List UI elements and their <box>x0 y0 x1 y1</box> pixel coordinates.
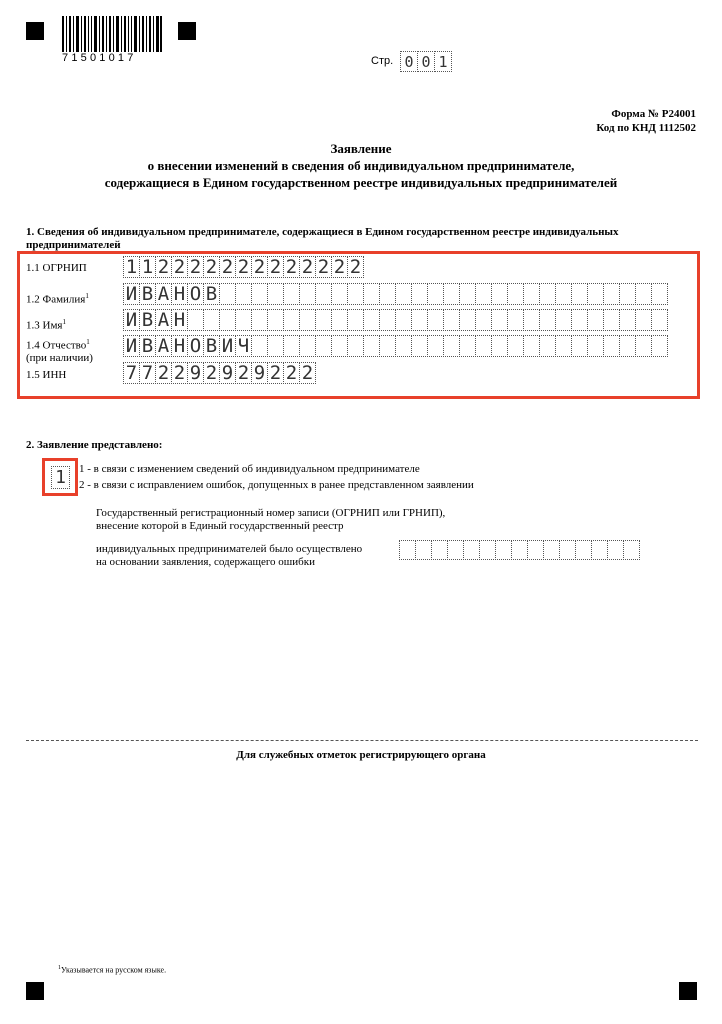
char-cell[interactable]: 2 <box>203 362 220 384</box>
ogrnip-label: 1.1 ОГРНИП <box>26 262 87 274</box>
char-cell[interactable] <box>651 283 668 305</box>
char-cell[interactable] <box>527 540 544 560</box>
char-cell[interactable]: 1 <box>123 256 140 278</box>
corner-marker-bottom-right <box>679 982 697 1000</box>
section-2-heading: 2. Заявление представлено: <box>26 439 163 451</box>
char-cell[interactable] <box>651 335 668 357</box>
char-cell[interactable] <box>443 283 460 305</box>
barcode-image <box>62 16 162 52</box>
char-cell[interactable] <box>635 309 652 331</box>
page-digit-cell: 0 <box>417 51 435 72</box>
char-cell[interactable]: 2 <box>283 362 300 384</box>
char-cell[interactable] <box>411 335 428 357</box>
char-cell[interactable] <box>507 309 524 331</box>
char-cell[interactable] <box>395 283 412 305</box>
knd-code: Код по КНД 1112502 <box>596 122 696 134</box>
title-line-3: содержащиеся в Едином государственном реестре индивидуальных предпринимателей <box>104 175 618 190</box>
char-cell[interactable] <box>395 335 412 357</box>
page-digit-cell: 1 <box>434 51 452 72</box>
char-cell[interactable] <box>363 283 380 305</box>
footnote: $^1$Указывается на русском языке. <box>58 965 167 975</box>
char-cell[interactable] <box>347 335 364 357</box>
char-cell[interactable] <box>411 283 428 305</box>
char-cell[interactable] <box>331 283 348 305</box>
section-1-heading: 1. Сведения об индивидуальном предпринимателе, содержащиеся в Едином государственном реестре индивидуальных предпринимателей <box>26 226 619 251</box>
char-cell[interactable]: Н <box>171 309 188 331</box>
char-cell[interactable] <box>219 309 236 331</box>
char-cell[interactable] <box>635 283 652 305</box>
char-cell[interactable] <box>379 335 396 357</box>
char-cell[interactable] <box>411 309 428 331</box>
name-label: 1.3 Имя$^1$ <box>26 318 66 332</box>
title-line-2: о внесении изменений в сведения об индивидуальном предпринимателе, <box>147 158 575 173</box>
char-cell[interactable] <box>299 335 316 357</box>
char-cell[interactable] <box>447 540 464 560</box>
char-cell[interactable] <box>283 283 300 305</box>
char-cell[interactable] <box>491 283 508 305</box>
char-cell[interactable] <box>315 335 332 357</box>
char-cell[interactable]: 2 <box>171 256 188 278</box>
char-cell[interactable] <box>475 335 492 357</box>
char-cell[interactable] <box>511 540 528 560</box>
char-cell[interactable]: 2 <box>267 256 284 278</box>
char-cell[interactable] <box>463 540 480 560</box>
char-cell[interactable] <box>603 283 620 305</box>
char-cell[interactable] <box>427 335 444 357</box>
form-number: Форма № Р24001 <box>611 108 696 120</box>
inn-label: 1.5 ИНН <box>26 369 67 381</box>
service-marks-label: Для служебных отметок регистрирующего органа <box>236 749 486 761</box>
char-cell[interactable] <box>443 335 460 357</box>
char-cell[interactable] <box>475 309 492 331</box>
char-cell[interactable] <box>507 335 524 357</box>
char-cell[interactable] <box>379 283 396 305</box>
char-cell[interactable] <box>267 309 284 331</box>
char-cell[interactable] <box>495 540 512 560</box>
char-cell[interactable] <box>571 335 588 357</box>
char-cell[interactable] <box>603 309 620 331</box>
char-cell[interactable] <box>459 335 476 357</box>
char-cell[interactable] <box>635 335 652 357</box>
char-cell[interactable] <box>607 540 624 560</box>
char-cell[interactable] <box>475 283 492 305</box>
char-cell[interactable] <box>267 335 284 357</box>
char-cell[interactable] <box>523 335 540 357</box>
char-cell[interactable] <box>491 335 508 357</box>
char-cell[interactable]: И <box>123 283 140 305</box>
option-1-text: 1 - в связи с изменением сведений об индивидуальном предпринимателе <box>79 463 420 475</box>
option-2-text: 2 - в связи с исправлением ошибок, допущенных в ранее представленном заявлении <box>79 479 474 491</box>
char-cell[interactable]: 2 <box>171 362 188 384</box>
char-cell[interactable] <box>283 335 300 357</box>
char-cell[interactable] <box>479 540 496 560</box>
char-cell[interactable] <box>619 283 636 305</box>
char-cell[interactable] <box>415 540 432 560</box>
form-code <box>596 107 696 135</box>
char-cell[interactable] <box>299 309 316 331</box>
char-cell[interactable]: И <box>123 309 140 331</box>
char-cell[interactable]: А <box>155 283 172 305</box>
char-cell[interactable] <box>347 309 364 331</box>
char-cell[interactable] <box>523 309 540 331</box>
char-cell[interactable] <box>523 283 540 305</box>
char-cell[interactable] <box>379 309 396 331</box>
char-cell[interactable]: О <box>187 283 204 305</box>
submission-reason-field[interactable] <box>51 466 69 489</box>
char-cell[interactable] <box>443 309 460 331</box>
char-cell[interactable] <box>591 540 608 560</box>
submission-reason-cell[interactable]: 1 <box>51 466 70 489</box>
char-cell[interactable] <box>543 540 560 560</box>
page-label: Стр. <box>371 55 394 67</box>
char-cell[interactable] <box>251 283 268 305</box>
char-cell[interactable] <box>331 309 348 331</box>
char-cell[interactable]: И <box>219 335 236 357</box>
surname-field[interactable] <box>123 283 667 305</box>
char-cell[interactable]: 1 <box>139 256 156 278</box>
char-cell[interactable] <box>651 309 668 331</box>
char-cell[interactable] <box>587 309 604 331</box>
char-cell[interactable] <box>235 309 252 331</box>
char-cell[interactable]: В <box>203 335 220 357</box>
char-cell[interactable] <box>571 283 588 305</box>
char-cell[interactable] <box>491 309 508 331</box>
name-field[interactable] <box>123 309 667 331</box>
char-cell[interactable]: 2 <box>203 256 220 278</box>
char-cell[interactable] <box>395 309 412 331</box>
char-cell[interactable] <box>299 283 316 305</box>
char-cell[interactable] <box>571 309 588 331</box>
char-cell[interactable]: 2 <box>187 256 204 278</box>
char-cell[interactable]: 2 <box>155 362 172 384</box>
grn-description: Государственный регистрационный номер записи (ОГРНИП или ГРНИП), внесение которой в Единый государственный реестр индивидуальных предпринимателей было осуществлено на основании заявления, содержащего ошибки <box>96 507 446 568</box>
char-cell[interactable] <box>431 540 448 560</box>
char-cell[interactable] <box>539 283 556 305</box>
char-cell[interactable] <box>427 309 444 331</box>
ogrnip-field[interactable] <box>123 256 363 278</box>
char-cell[interactable]: Ч <box>235 335 252 357</box>
corner-marker-top-right <box>178 22 196 40</box>
char-cell[interactable] <box>203 309 220 331</box>
char-cell[interactable] <box>603 335 620 357</box>
inn-field[interactable] <box>123 362 315 384</box>
char-cell[interactable] <box>619 335 636 357</box>
char-cell[interactable] <box>347 283 364 305</box>
char-cell[interactable]: А <box>155 309 172 331</box>
char-cell[interactable]: 2 <box>155 256 172 278</box>
char-cell[interactable]: 2 <box>331 256 348 278</box>
char-cell[interactable]: Н <box>171 283 188 305</box>
char-cell[interactable] <box>459 309 476 331</box>
char-cell[interactable] <box>331 335 348 357</box>
page-digit-cell: 0 <box>400 51 418 72</box>
char-cell[interactable] <box>619 309 636 331</box>
char-cell[interactable] <box>363 335 380 357</box>
char-cell[interactable]: 2 <box>299 256 316 278</box>
char-cell[interactable]: В <box>139 283 156 305</box>
char-cell[interactable] <box>363 309 380 331</box>
char-cell[interactable] <box>555 335 572 357</box>
char-cell[interactable]: В <box>203 283 220 305</box>
char-cell[interactable] <box>283 309 300 331</box>
corner-marker-top-left <box>26 22 44 40</box>
char-cell[interactable] <box>623 540 640 560</box>
char-cell[interactable]: Н <box>171 335 188 357</box>
char-cell[interactable] <box>315 283 332 305</box>
service-divider <box>26 740 698 741</box>
char-cell[interactable]: 9 <box>219 362 236 384</box>
char-cell[interactable] <box>187 309 204 331</box>
char-cell[interactable] <box>315 309 332 331</box>
char-cell[interactable]: 7 <box>123 362 140 384</box>
char-cell[interactable] <box>559 540 576 560</box>
grn-field[interactable] <box>399 540 639 560</box>
char-cell[interactable] <box>235 283 252 305</box>
char-cell[interactable]: В <box>139 309 156 331</box>
char-cell[interactable] <box>427 283 444 305</box>
char-cell[interactable] <box>251 309 268 331</box>
document-title <box>0 140 722 191</box>
surname-label: 1.2 Фамилия$^1$ <box>26 292 89 306</box>
char-cell[interactable]: 9 <box>187 362 204 384</box>
char-cell[interactable] <box>587 335 604 357</box>
char-cell[interactable]: 7 <box>139 362 156 384</box>
char-cell[interactable]: 2 <box>267 362 284 384</box>
char-cell[interactable] <box>267 283 284 305</box>
char-cell[interactable] <box>555 309 572 331</box>
char-cell[interactable] <box>219 283 236 305</box>
title-line-1: Заявление <box>330 141 392 156</box>
patronymic-label: 1.4 Отчество$^1$ (при наличии) <box>26 338 93 364</box>
page-number-cells <box>400 51 451 72</box>
char-cell[interactable]: 2 <box>251 256 268 278</box>
char-cell[interactable] <box>539 309 556 331</box>
char-cell[interactable]: О <box>187 335 204 357</box>
char-cell[interactable]: 9 <box>251 362 268 384</box>
char-cell[interactable] <box>575 540 592 560</box>
char-cell[interactable]: 2 <box>347 256 364 278</box>
char-cell[interactable]: 2 <box>219 256 236 278</box>
char-cell[interactable]: 2 <box>235 256 252 278</box>
char-cell[interactable]: 2 <box>283 256 300 278</box>
char-cell[interactable] <box>539 335 556 357</box>
char-cell[interactable]: 2 <box>315 256 332 278</box>
char-cell[interactable] <box>587 283 604 305</box>
char-cell[interactable] <box>507 283 524 305</box>
char-cell[interactable] <box>399 540 416 560</box>
char-cell[interactable]: А <box>155 335 172 357</box>
char-cell[interactable]: 2 <box>299 362 316 384</box>
patronymic-field[interactable] <box>123 335 667 357</box>
char-cell[interactable] <box>555 283 572 305</box>
char-cell[interactable]: 2 <box>235 362 252 384</box>
corner-marker-bottom-left <box>26 982 44 1000</box>
char-cell[interactable] <box>459 283 476 305</box>
char-cell[interactable] <box>251 335 268 357</box>
char-cell[interactable]: И <box>123 335 140 357</box>
barcode-number: 71501017 <box>62 52 137 64</box>
char-cell[interactable]: В <box>139 335 156 357</box>
